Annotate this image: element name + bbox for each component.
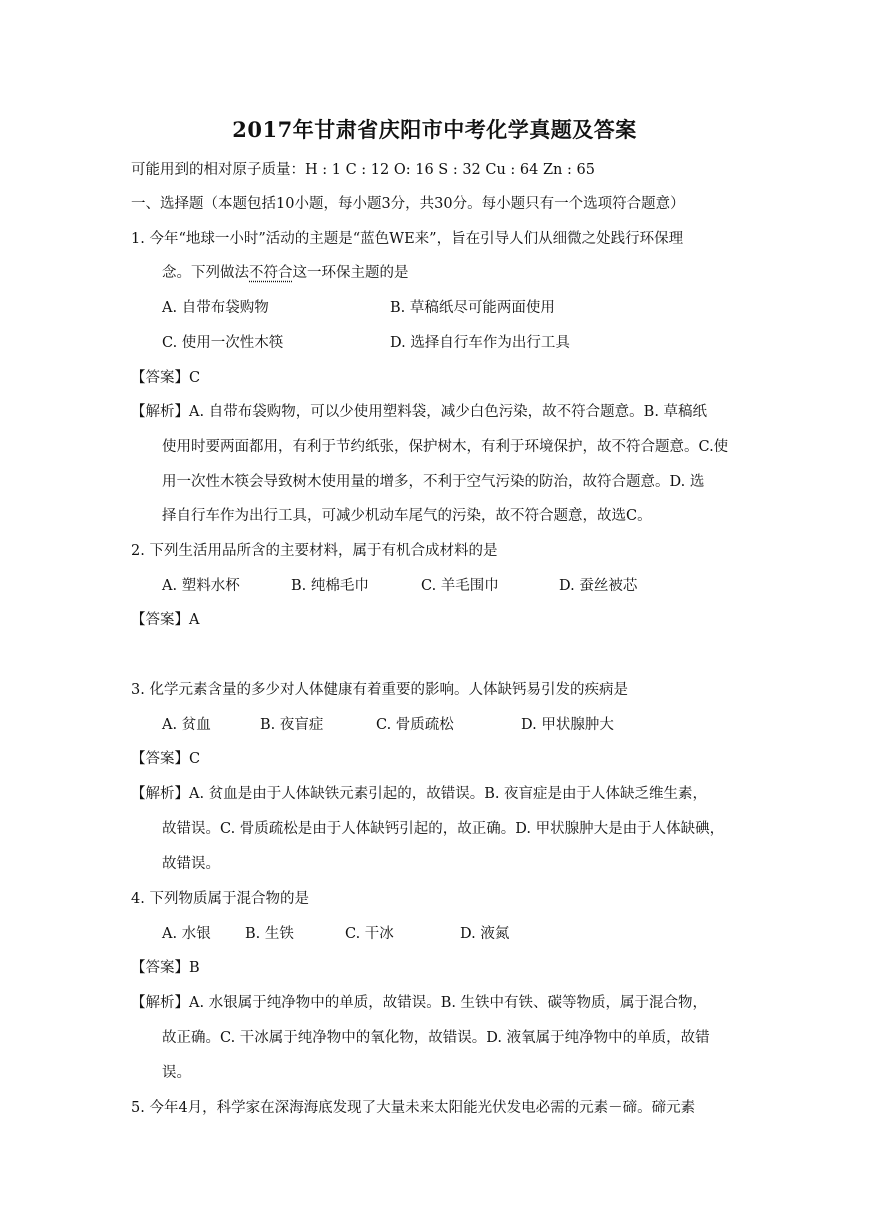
q1-stem-line1: 1. 今年“地球一小时”活动的主题是“蓝色WE来”，旨在引导人们从细微之处践行环保理 xyxy=(131,231,684,247)
q1-analysis-line2: 使用时要两面都用，有利于节约纸张，保护树木，有利于环境保护，故不符合题意。C.使 xyxy=(162,439,729,455)
q3-analysis-line2: 故错误。C. 骨质疏松是由于人体缺钙引起的，故正确。D. 甲状腺肿大是由于人体缺碘， xyxy=(162,821,725,837)
q1-stem-line2 xyxy=(162,263,409,283)
q1-option-d: D. 选择自行车作为出行工具 xyxy=(390,335,570,351)
q1-answer: 【答案】C xyxy=(131,370,201,386)
q3-analysis-line1: 【解析】A. 贫血是由于人体缺铁元素引起的，故错误。B. 夜盲症是由于人体缺乏维生素， xyxy=(131,786,708,802)
q1-stem-emphasis: 不符合 xyxy=(249,265,293,281)
q3-answer: 【答案】C xyxy=(131,751,201,767)
q2-answer: 【答案】A xyxy=(131,612,200,628)
q4-option-b: B. 生铁 xyxy=(245,926,294,942)
q2-option-d: D. 蚕丝被芯 xyxy=(559,578,638,594)
q1-stem-post: 这一环保主题的是 xyxy=(292,265,409,281)
q1-analysis-line1: 【解析】A. 自带布袋购物，可以少使用塑料袋，减少白色污染，故不符合题意。B. 草稿纸 xyxy=(131,404,708,420)
q1-option-b: B. 草稿纸尽可能两面使用 xyxy=(390,300,555,316)
q5-stem-line1: 5. 今年4月，科学家在深海海底发现了大量未来太阳能光伏发电必需的元素－碲。碲元素 xyxy=(131,1100,696,1116)
q3-option-d: D. 甲状腺肿大 xyxy=(521,717,614,733)
q1-option-c: C. 使用一次性木筷 xyxy=(162,335,284,351)
q4-option-a: A. 水银 xyxy=(162,926,211,942)
page-title: 2017年甘肃省庆阳市中考化学真题及答案 xyxy=(232,117,637,142)
q3-option-c: C. 骨质疏松 xyxy=(376,717,454,733)
q1-stem-pre: 念。下列做法 xyxy=(162,265,249,281)
q1-analysis-line3: 用一次性木筷会导致树木使用量的增多，不利于空气污染的防治，故符合题意。D. 选 xyxy=(162,474,705,490)
q4-analysis-line2: 故正确。C. 干冰属于纯净物中的氧化物，故错误。D. 液氧属于纯净物中的单质，故错 xyxy=(162,1030,710,1046)
q4-option-c: C. 干冰 xyxy=(345,926,394,942)
q2-option-a: A. 塑料水杯 xyxy=(162,578,240,594)
q3-analysis-line3: 故错误。 xyxy=(162,856,220,872)
q3-option-b: B. 夜盲症 xyxy=(260,717,324,733)
q2-option-c: C. 羊毛围巾 xyxy=(421,578,499,594)
q2-option-b: B. 纯棉毛巾 xyxy=(291,578,369,594)
atomic-mass-line: 可能用到的相对原子质量：H : 1 C : 12 O: 16 S : 32 Cu : 64 Zn : 65 xyxy=(131,162,595,178)
q3-option-a: A. 贫血 xyxy=(162,717,211,733)
q1-option-a: A. 自带布袋购物 xyxy=(162,300,269,316)
q4-answer: 【答案】B xyxy=(131,960,200,976)
q4-analysis-line3: 误。 xyxy=(162,1065,191,1081)
q1-analysis-line4: 择自行车作为出行工具，可减少机动车尾气的污染，故不符合题意，故选C。 xyxy=(162,508,652,524)
q3-stem: 3. 化学元素含量的多少对人体健康有着重要的影响。人体缺钙易引发的疾病是 xyxy=(131,682,628,698)
q4-option-d: D. 液氮 xyxy=(460,926,510,942)
q4-analysis-line1: 【解析】A. 水银属于纯净物中的单质，故错误。B. 生铁中有铁、碳等物质，属于混合物， xyxy=(131,995,708,1011)
q2-stem: 2. 下列生活用品所含的主要材料，属于有机合成材料的是 xyxy=(131,543,498,559)
q4-stem: 4. 下列物质属于混合物的是 xyxy=(131,891,309,907)
section-heading: 一、选择题（本题包括10小题，每小题3分，共30分。每小题只有一个选项符合题意） xyxy=(131,196,685,212)
